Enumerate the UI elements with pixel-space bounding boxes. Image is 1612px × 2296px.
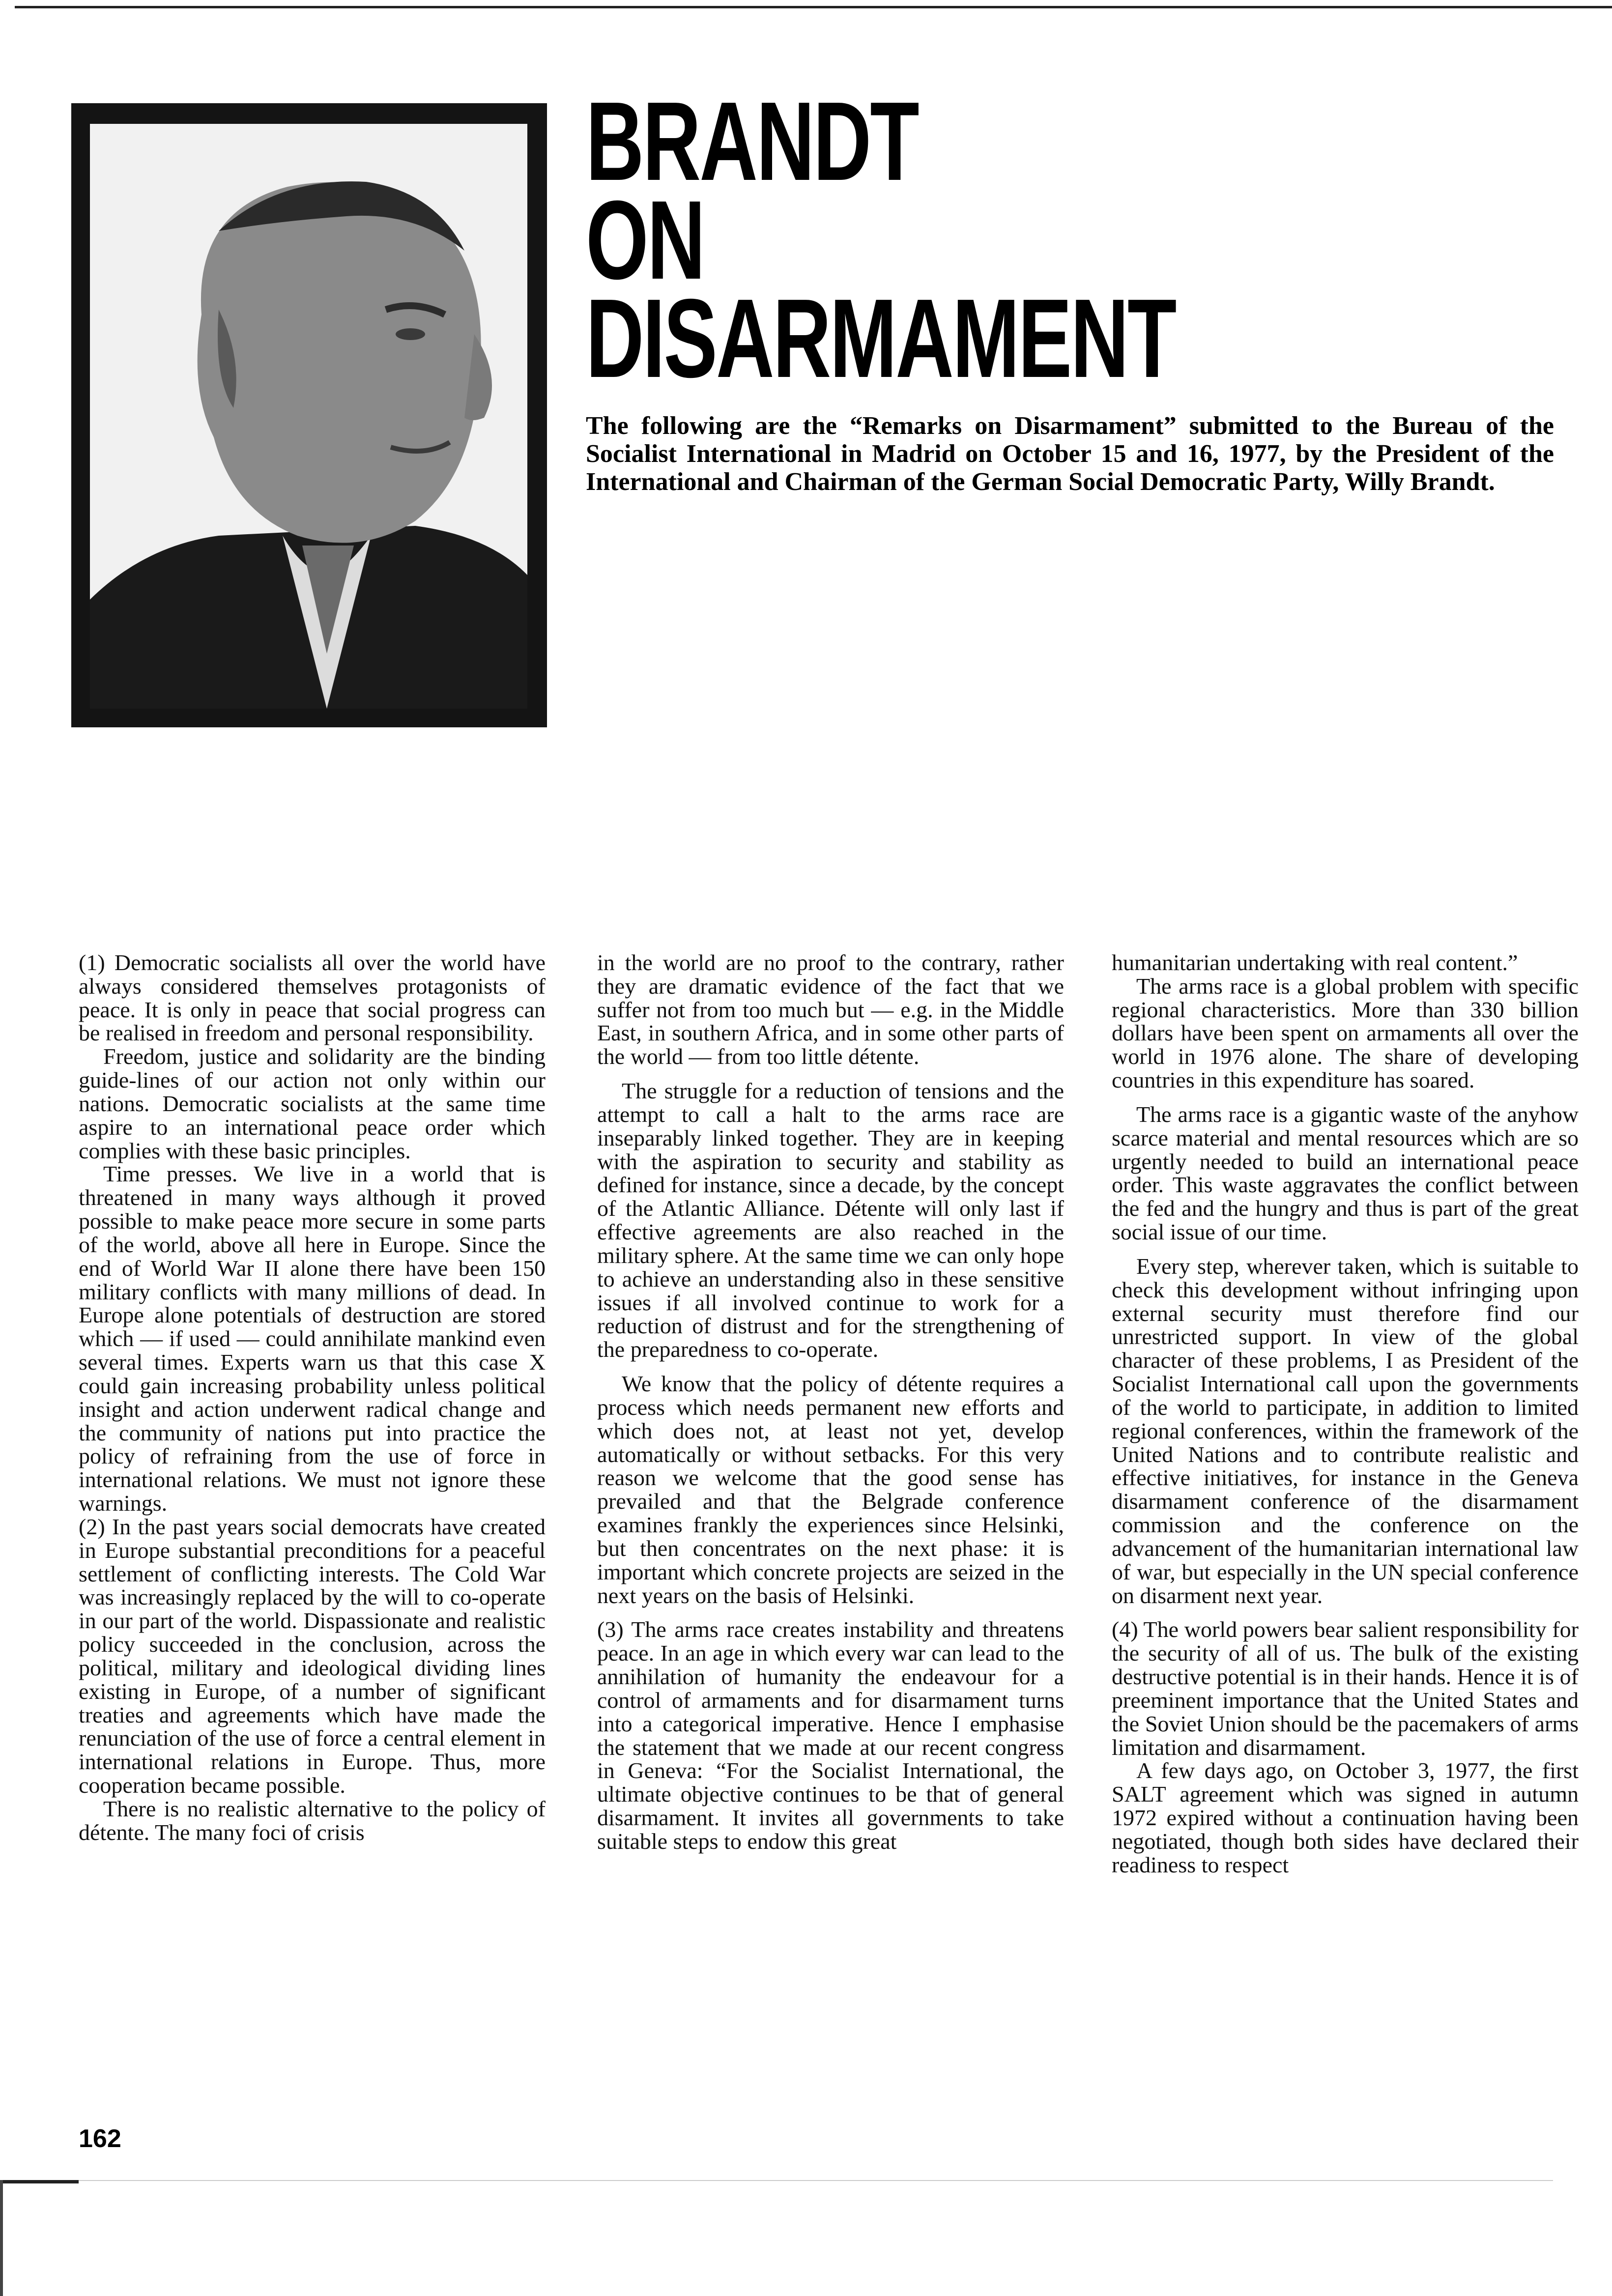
article-title bbox=[586, 79, 1176, 402]
paragraph: The struggle for a reduction of tensions and the attempt to call a halt to the arms race are inseparably linked together. They are in keeping with the aspiration to security and stability as defined for instance, since a decade, by the concept of the Atlantic Alliance. Détente will only last if effective agreements are also reached in the military sphere. At the same time we can only hope to achieve an understanding also in these sensitive issues if all involved continue to work for a reduction of distrust and for the strengthening of the preparedness to co-operate. bbox=[597, 1078, 1064, 1362]
paragraph: The arms race is a global problem with specific regional characteristics. More than 330 billion dollars have been spent on armaments all over the world in 1976 alone. The share of developing countries in this expenditure has soared. bbox=[1112, 973, 1579, 1093]
paragraph: (4) The world powers bear salient responsibility for the security of all of us. The bulk of the existing destructive potential is in their hands. Hence it is of preeminent importance that the United States and the Soviet Union should be the pacemakers of arms limitation and disarmament. bbox=[1112, 1617, 1579, 1760]
paragraph: in the world are no proof to the contrary, rather they are dramatic evidence of the fact that we suffer not from too much but — e.g. in the Middle East, in southern Africa, and in some other parts of the world — from too little détente. bbox=[597, 950, 1064, 1069]
bottom-rule-faint bbox=[79, 2180, 1553, 2181]
paragraph: Every step, wherever taken, which is suitable to check this development without infringing upon external security must therefore find our unrestricted support. In view of the global character of these problems, I as President of the Socialist International call upon the governments of the world to participate, in addition to limited regional conferences, within the framework of the United Nations and to contribute realistic and effective initiatives, for instance in the Geneva disarmament conference of the disarmament commission and the conference on the advancement of the humanitarian international law of war, but especially in the UN special conference on disarment next year. bbox=[1112, 1253, 1579, 1608]
title-line: ON bbox=[586, 177, 704, 303]
text-column-3 bbox=[1112, 951, 1579, 1876]
paragraph: A few days ago, on October 3, 1977, the first SALT agreement which was signed in autumn 1972 expired without a continuation having been negotiated, though both sides have declared their readiness to respect bbox=[1112, 1758, 1579, 1877]
paragraph: Freedom, justice and solidarity are the binding guide-lines of our action not only within our nations. Democratic socialists at the same time aspire to an international peace order which complies with these basic principles. bbox=[79, 1044, 546, 1163]
page-number: 162 bbox=[79, 2124, 121, 2153]
bottom-rule bbox=[0, 2180, 79, 2183]
text-column-2 bbox=[597, 951, 1064, 1853]
title-line: BRANDT bbox=[586, 79, 918, 204]
paragraph: (1) Democratic socialists all over the world have always considered themselves protagonists of peace. It is only in peace that social progress can be realised in freedom and personal responsibility. bbox=[79, 950, 546, 1046]
left-margin-rule bbox=[0, 2180, 3, 2296]
paragraph: (3) The arms race creates instability and threatens peace. In an age in which every war can lead to the annihilation of humanity the endeavour for a control of armaments and for disarmament turns into a categorical imperative. Hence I emphasise the statement that we made at our recent congress in Geneva: “For the Socialist International, the ultimate objective continues to be that of general disarmament. It invites all governments to take suitable steps to endow this great bbox=[597, 1617, 1064, 1854]
paragraph: There is no realistic alternative to the policy of détente. The many foci of crisis bbox=[79, 1796, 546, 1845]
paragraph: Time presses. We live in a world that is threatened in many ways although it proved possible to make peace more secure in some parts of the world, above all here in Europe. Since the end of World War II alone there have been 150 military conflicts with many millions of dead. In Europe alone potentials of destruction are stored which — if used — could annihilate mankind even several times. Experts warn us that this case X could gain increasing probability unless political insight and action underwent radical change and the community of nations put into practice the policy of refraining from the use of force in international relations. We must not ignore these warnings. bbox=[79, 1161, 546, 1516]
paragraph: The arms race is a gigantic waste of the anyhow scarce material and mental resources which are so urgently needed to build an international peace order. This waste aggravates the conflict between the fed and the hungry and thus is part of the great social issue of our time. bbox=[1112, 1101, 1579, 1245]
paragraph: We know that the policy of détente requires a process which needs permanent new efforts and which does not, at least not yet, develop automatically or without setbacks. For this very reason we welcome that the good sense has prevailed and that the Belgrade conference examines frankly the experiences since Helsinki, but then concentrates on the next phase: it is important which concrete projects are seized in the next years on the basis of Helsinki. bbox=[597, 1371, 1064, 1608]
text-column-1 bbox=[79, 951, 546, 1844]
top-rule bbox=[15, 6, 1612, 8]
article-intro: The following are the “Remarks on Disarmament” submitted to the Bureau of the Socialist International in Madrid on October 15 and 16, 1977, by the President of the International and Chairman of the German Social Democratic Party, Willy Brandt. bbox=[586, 412, 1554, 496]
paragraph: (2) In the past years social democrats have created in Europe substantial preconditions for a peaceful settlement of conflicting interests. The Cold War was increasingly replaced by the will to co-operate in our part of the world. Dispassionate and realistic policy succeeded in the conclusion, across the political, military and ideological dividing lines existing in Europe, of a number of significant treaties and agreements which have made the renunciation of the use of force a central element in international relations in Europe. Thus, more cooperation became possible. bbox=[79, 1514, 546, 1798]
title-line: DISARMAMENT bbox=[586, 276, 1176, 402]
portrait-photo bbox=[71, 103, 547, 727]
portrait-illustration bbox=[71, 103, 547, 727]
paragraph: humanitarian undertaking with real content.” bbox=[1112, 950, 1518, 975]
